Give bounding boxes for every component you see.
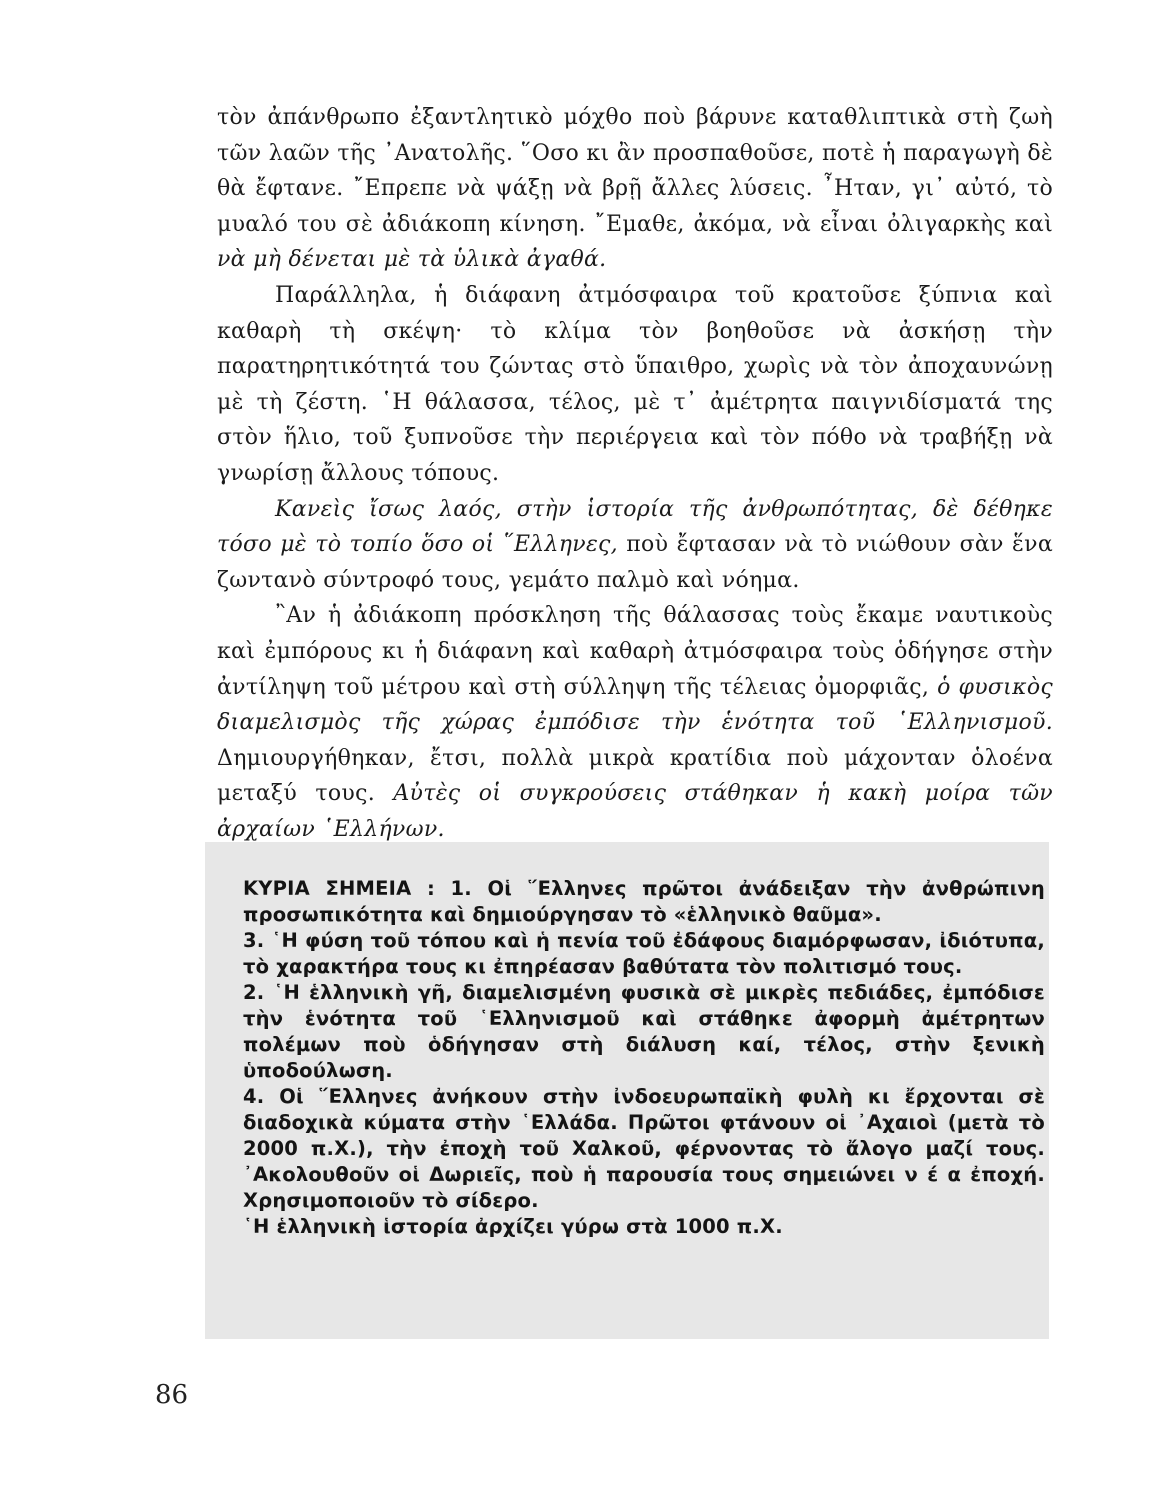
paragraph-4-italic-mid: ὁ φυσικὸς διαμελισμὸς τῆς χώρας ἐμπόδισε τὴν ἑνότητα τοῦ ῾Ελληνισμοῦ. bbox=[217, 674, 1054, 736]
paragraph-4 bbox=[217, 598, 1053, 847]
summary-line-4: 4. Οἱ ῞Ελληνες ἀνήκουν στὴν ἰνδοευρωπαϊκὴ φυλὴ κι ἔρχονται σὲ διαδοχικὰ κύματα στὴν ῾Ελλάδα. Πρῶτοι φτάνουν οἱ ᾿Αχαιοὶ (μετὰ τὸ 2000 π.Χ.), τὴν ἐποχὴ τοῦ Χαλκοῦ, φέρνοντας τὸ ἄλογο μαζί τους. ᾿Ακολουθοῦν οἱ Δωριεῖς, ποὺ ἡ παρουσία τους σημειώνει ν έ α ἐποχή. Χρησιμοποιοῦν τὸ σίδερο. bbox=[243, 1085, 1045, 1212]
paragraph-1 bbox=[217, 100, 1053, 278]
paragraph-3-text: ποὺ ἔφτασαν νὰ τὸ νιώθουν σὰν ἕνα ζωντανὸ σύντροφό τους, γεμάτο παλμὸ καὶ νόημα. bbox=[217, 532, 1053, 593]
paragraph-2-text: Παράλληλα, ἡ διάφανη ἀτμόσφαιρα τοῦ κρατοῦσε ξύπνια καὶ καθαρὴ τὴ σκέψη· τὸ κλίμα τὸν βοηθοῦσε νὰ ἀσκήσῃ τὴν παρατηρητικότητά του ζώντας στὸ ὕπαιθρο, χωρὶς νὰ τὸν ἀποχαυνώνῃ μὲ τὴ ζέστη. ῾Η θάλασσα, τέλος, μὲ τ᾿ ἀμέτρητα παιγνιδίσματά της στὸν ἥλιο, τοῦ ξυπνοῦσε τὴν περιέργεια καὶ τὸν πόθο νὰ τραβήξῃ νὰ γνωρίσῃ ἄλλους τόπους. bbox=[217, 282, 1053, 486]
paragraph-1-text: τὸν ἀπάνθρωπο ἐξαντλητικὸ μόχθο ποὺ βάρυνε καταθλιπτικὰ στὴ ζωὴ τῶν λαῶν τῆς ᾿Ανατολῆς. ῞Οσο κι ἂν προσπαθοῦσε, ποτὲ ἡ παραγωγὴ δὲ θὰ ἔφτανε. ῎Επρεπε νὰ ψάξῃ νὰ βρῇ ἄλλες λύσεις. ῏Ηταν, γι᾿ αὐτό, τὸ μυαλό του σὲ ἀδιάκοπη κίνηση. ῎Εμαθε, ἀκόμα, νὰ εἶναι ὀλιγαρκὴς καὶ bbox=[217, 105, 1053, 237]
paragraph-2 bbox=[217, 278, 1053, 492]
paragraph-3-italic: Κανεὶς ἴσως λαός, στὴν ἱστορία τῆς ἀνθρωπότητας, δὲ δέθηκε τόσο μὲ τὸ τοπίο ὅσο οἱ ῞Ελληνες, bbox=[217, 496, 1053, 558]
summary-line-5: ῾Η ἑλληνικὴ ἱστορία ἀρχίζει γύρω στὰ 1000 π.Χ. bbox=[243, 1215, 783, 1238]
summary-line-3: 2. ῾Η ἑλληνικὴ γῆ, διαμελισμένη φυσικὰ σὲ μικρὲς πεδιάδες, ἐμπόδισε τὴν ἑνότητα τοῦ ῾Ελληνισμοῦ καὶ στάθηκε ἀφορμὴ ἀμέτρητων πολέμων ποὺ ὁδήγησαν στὴ διάλυση καί, τέλος, στὴν ξενικὴ ὑποδούλωση. bbox=[243, 981, 1045, 1082]
main-text bbox=[217, 100, 1053, 847]
paragraph-4-italic-tail: Αὐτὲς οἱ συγκρούσεις στάθηκαν ἡ κακὴ μοίρα τῶν ἀρχαίων ῾Ελλήνων. bbox=[217, 781, 1053, 842]
paragraph-1-italic: νὰ μὴ δένεται μὲ τὰ ὑλικὰ ἀγαθά. bbox=[217, 247, 607, 273]
paragraph-3 bbox=[217, 492, 1053, 599]
summary-text bbox=[243, 876, 1045, 1240]
summary-line-1: ΚΥΡΙΑ ΣΗΜΕΙΑ : 1. Οἱ ῞Ελληνες πρῶτοι ἀνάδειξαν τὴν ἀνθρώπινη προσωπικότητα καὶ δημιούργησαν τὸ «ἑλληνικὸ θαῦμα». bbox=[243, 877, 1045, 926]
paragraph-4-text: ῍Αν ἡ ἀδιάκοπη πρόσκληση τῆς θάλασσας τοὺς ἔκαμε ναυτικοὺς καὶ ἐμπόρους κι ἡ διάφανη καὶ καθαρὴ ἀτμόσφαιρα τοὺς ὁδήγησε στὴν ἀντίληψη τοῦ μέτρου καὶ στὴ σύλληψη τῆς τέλειας ὀμορφιᾶς, bbox=[217, 603, 1053, 700]
paragraph-4-text-after: Δημιουργήθηκαν, ἔτσι, πολλὰ μικρὰ κρατίδια ποὺ μάχονταν ὁλοένα μεταξύ τους. bbox=[217, 745, 1053, 807]
page-number: 86 bbox=[155, 1380, 189, 1410]
summary-line-2: 3. ῾Η φύση τοῦ τόπου καὶ ἡ πενία τοῦ ἐδάφους διαμόρφωσαν, ἰδιότυπα, τὸ χαρακτήρα τους κι ἐπηρέασαν βαθύτατα τὸν πολιτισμό τους. bbox=[243, 929, 1045, 978]
